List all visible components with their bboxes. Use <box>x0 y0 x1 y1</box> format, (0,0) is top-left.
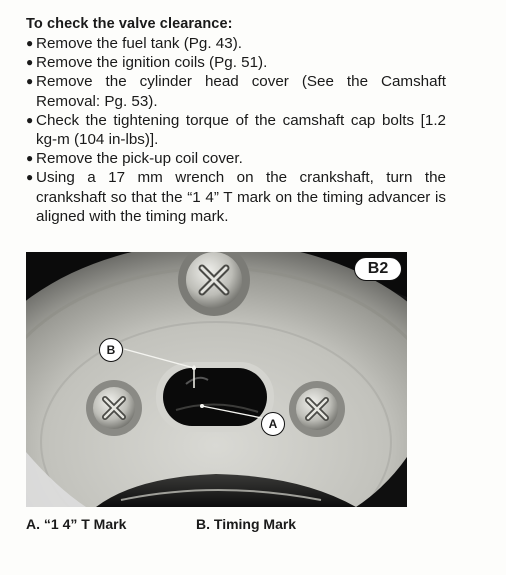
step-text: Check the tightening torque of the camshaft cap bolts [1.2 kg-m (104 in-lbs)]. <box>36 111 446 149</box>
step-item <box>26 34 446 53</box>
legend-b: B. Timing Mark <box>196 516 297 532</box>
figure-number-badge: B2 <box>354 257 402 281</box>
bullet-icon: ● <box>26 36 34 50</box>
step-text: Remove the fuel tank (Pg. 43). <box>36 35 242 52</box>
step-text: Using a 17 mm wrench on the crankshaft, turn the crankshaft so that the “1 4” T mark on the timing advancer is aligned with the timing mark. <box>36 169 446 225</box>
procedure-steps <box>26 34 446 226</box>
step-text: Remove the pick-up coil cover. <box>36 150 243 168</box>
bullet-icon: ● <box>26 74 34 89</box>
callout-a: A <box>261 412 285 436</box>
inspection-window <box>163 368 267 426</box>
section-heading: To check the valve clearance: <box>26 16 233 32</box>
photo-illustration <box>26 252 407 507</box>
legend-a: A. “1 4” T Mark <box>26 516 127 532</box>
step-item <box>26 72 446 110</box>
bullet-icon: ● <box>26 151 34 166</box>
step-item <box>26 149 446 168</box>
bullet-icon: ● <box>26 55 34 70</box>
step-item <box>26 111 446 149</box>
step-item <box>26 168 446 226</box>
step-text: Remove the cylinder head cover (See the Camshaft Removal: Pg. 53). <box>36 73 446 110</box>
timing-mark-photo <box>26 252 407 507</box>
bullet-icon: ● <box>26 112 34 127</box>
bullet-icon: ● <box>26 170 34 185</box>
callout-b: B <box>99 338 123 362</box>
step-item <box>26 53 446 72</box>
step-text: Remove the ignition coils (Pg. 51). <box>36 54 268 72</box>
